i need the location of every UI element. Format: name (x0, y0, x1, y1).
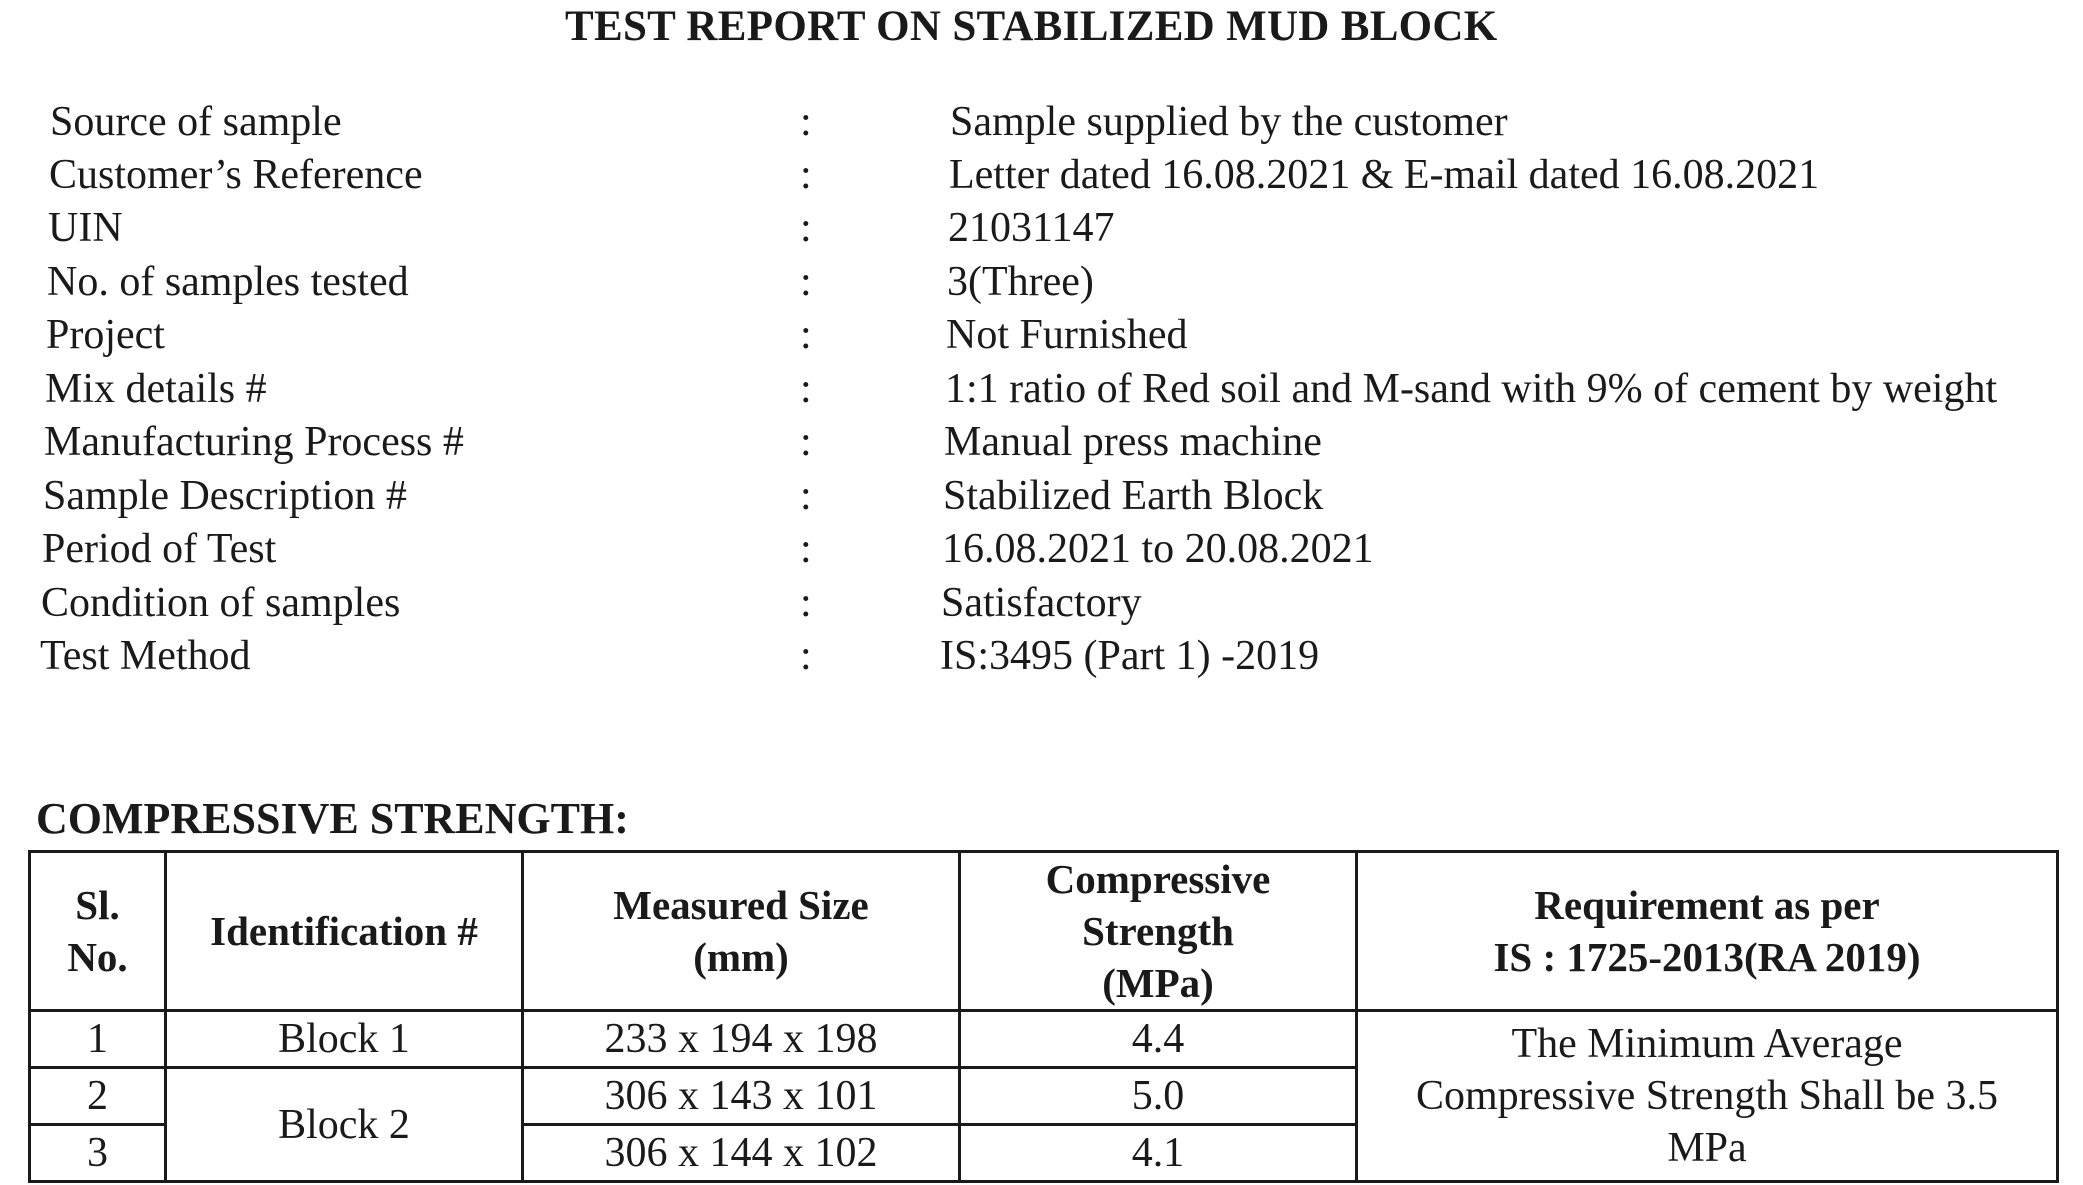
cell-requirement (1357, 1011, 2058, 1182)
info-value: Manual press machine (944, 419, 1322, 465)
header-text: IS : 1725-2013(RA 2019) (1493, 934, 1921, 980)
info-value: Letter dated 16.08.2021 & E-mail dated 16.08.2021 (949, 152, 1820, 198)
header-sl-no (30, 852, 166, 1011)
info-row-period-of-test (0, 525, 2083, 578)
info-row-condition (0, 579, 2083, 632)
info-colon: : (800, 152, 812, 198)
compressive-strength-table (28, 850, 2059, 1183)
requirement-text: MPa (1667, 1125, 1747, 1171)
header-text: Compressive (1045, 856, 1271, 902)
info-label: Sample Description # (43, 473, 407, 519)
info-row-sample-description (0, 472, 2083, 525)
cell-identification: Block 1 (166, 1011, 523, 1068)
header-text: (MPa) (1102, 960, 1214, 1006)
section-heading: COMPRESSIVE STRENGTH: (36, 794, 629, 843)
info-colon: : (800, 366, 812, 412)
info-colon: : (800, 259, 812, 305)
info-colon: : (800, 419, 812, 465)
cell-sl-no: 3 (30, 1125, 166, 1182)
cell-measured-size: 306 x 143 x 101 (523, 1068, 960, 1125)
header-text: Measured Size (613, 882, 869, 928)
info-label: Customer’s Reference (49, 152, 423, 198)
header-identification (166, 852, 523, 1011)
info-value: 3(Three) (947, 259, 1094, 305)
header-text: Sl. (75, 882, 120, 928)
info-label: Project (46, 312, 165, 358)
cell-identification: Block 2 (166, 1068, 523, 1182)
requirement-text: Compressive Strength Shall be 3.5 (1415, 1073, 1999, 1119)
info-value: IS:3495 (Part 1) -2019 (940, 633, 1320, 679)
info-colon: : (800, 99, 812, 145)
info-value: Sample supplied by the customer (950, 99, 1508, 145)
info-label: No. of samples tested (47, 259, 409, 305)
info-label: Condition of samples (41, 580, 401, 626)
info-colon: : (800, 312, 812, 358)
info-value: Not Furnished (946, 312, 1188, 358)
header-compressive-strength (960, 852, 1357, 1011)
info-row-test-method (0, 632, 2083, 685)
cell-sl-no: 1 (30, 1011, 166, 1068)
info-row-source (0, 98, 2083, 151)
info-value: 16.08.2021 to 20.08.2021 (942, 526, 1374, 572)
info-label: Mix details # (45, 366, 267, 412)
info-label: Manufacturing Process # (44, 419, 464, 465)
cell-measured-size: 306 x 144 x 102 (523, 1125, 960, 1182)
cell-compressive-strength: 4.1 (960, 1125, 1357, 1182)
info-label: Test Method (40, 633, 251, 679)
info-label: UIN (48, 205, 123, 251)
cell-compressive-strength: 4.4 (960, 1011, 1357, 1068)
info-colon: : (800, 526, 812, 572)
info-colon: : (800, 473, 812, 519)
info-row-uin (0, 204, 2083, 257)
cell-sl-no: 2 (30, 1068, 166, 1125)
report-title: TEST REPORT ON STABILIZED MUD BLOCK (565, 3, 1498, 50)
info-colon: : (800, 205, 812, 251)
table-header-row (30, 852, 2058, 1011)
header-text: Identification # (210, 908, 478, 954)
header-text: (mm) (693, 934, 789, 980)
info-colon: : (800, 580, 812, 626)
header-text: Strength (1082, 908, 1234, 954)
info-row-customer-reference (0, 151, 2083, 204)
info-row-mix-details (0, 365, 2083, 418)
info-row-project (0, 311, 2083, 364)
info-label: Source of sample (50, 99, 342, 145)
cell-compressive-strength: 5.0 (960, 1068, 1357, 1125)
info-label: Period of Test (42, 526, 277, 572)
info-row-manufacturing-process (0, 418, 2083, 471)
info-value: 1:1 ratio of Red soil and M-sand with 9% of cement by weight (945, 366, 1998, 412)
table-row (30, 1011, 2058, 1068)
cell-measured-size: 233 x 194 x 198 (523, 1011, 960, 1068)
header-requirement (1357, 852, 2058, 1011)
header-text: No. (67, 934, 128, 980)
header-measured-size (523, 852, 960, 1011)
info-value: Satisfactory (941, 580, 1142, 626)
info-colon: : (800, 633, 812, 679)
info-value: 21031147 (948, 205, 1115, 251)
info-value: Stabilized Earth Block (943, 473, 1324, 519)
header-text: Requirement as per (1534, 882, 1880, 928)
requirement-text: The Minimum Average (1511, 1021, 1903, 1067)
info-row-samples-tested (0, 258, 2083, 311)
